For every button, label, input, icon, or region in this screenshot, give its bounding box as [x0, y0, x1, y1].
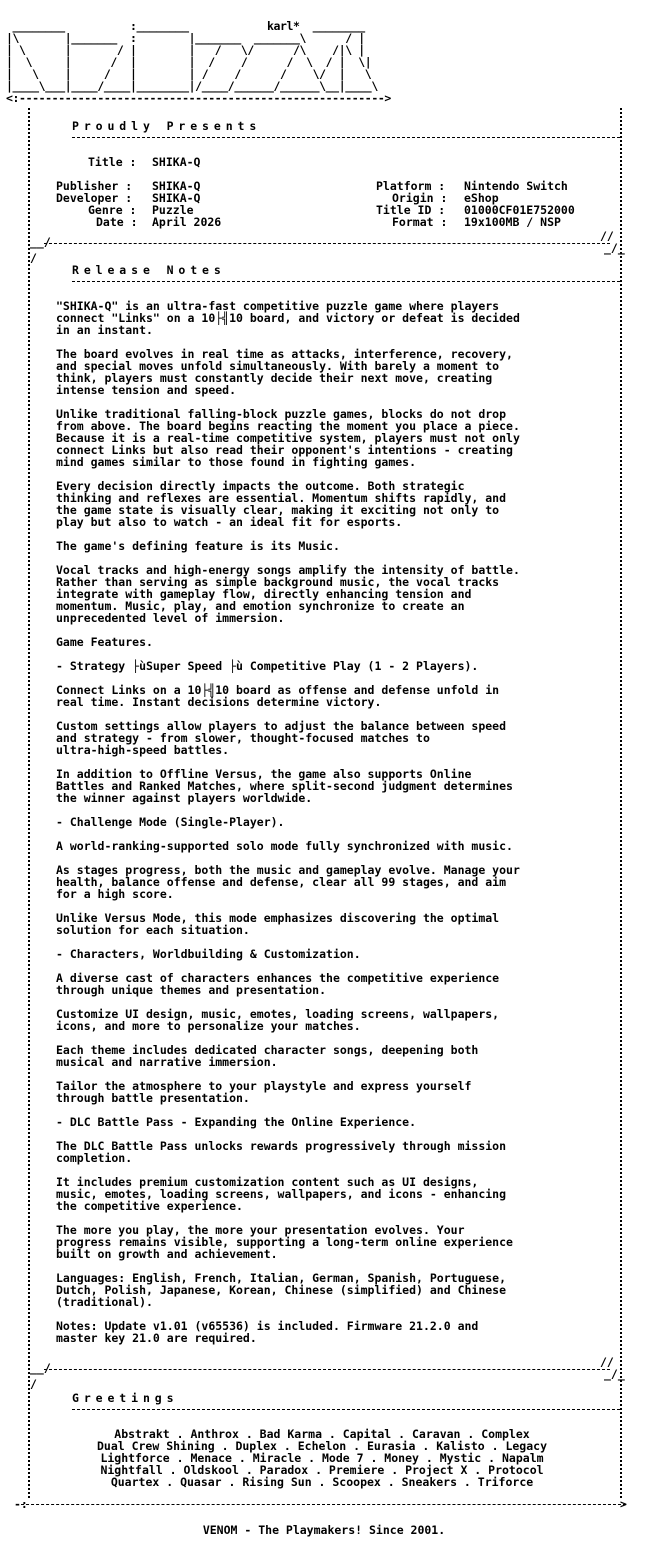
publisher-value: SHIKA-Q: [152, 179, 201, 193]
release-notes-paragraph: Unlike traditional falling-block puzzle games, blocks do not drop from above. The board begins reacting the moment you place a piece. Because it is a real-time competitive system, players must not only connect Links but also read their opponent's intentions - creating mind games similar to those found in fighting games.: [56, 407, 520, 469]
release-notes-paragraph: Custom settings allow players to adjust the balance between speed and strategy - from slower, thought-focused matches to ultra-high-speed battles.: [56, 719, 507, 757]
arrow-tail-deco: -:: [14, 1497, 28, 1511]
date-value: April 2026: [152, 215, 222, 229]
greetings-line: Dual Crew Shining . Duplex . Echelon . Eurasia . Kalisto . Legacy: [96, 1439, 548, 1453]
greetings-line: Quartex . Quasar . Rising Sun . Scoopex . Sneakers . Triforce: [110, 1475, 534, 1489]
release-notes-paragraph: - Strategy ├ùSuper Speed ├ù Competitive Play (1 - 2 Players).: [56, 659, 479, 673]
release-notes-paragraph: Notes: Update v1.01 (v65536) is included. Firmware 21.2.0 and master key 21.0 are required.: [56, 1319, 479, 1345]
group-logo-art: ________ :________ karl* ________ |\ |_______ : |_______ _______\ / | | \ | / | | / \/ /\ /|\ | | \ | / | | / / / \ / | \| | \ | / | | / / / \/ | \ |____\___|____/____|________|/____/______/______\__|____\ <:-------------------------------------------------------->: [6, 19, 391, 105]
genre-value: Puzzle: [152, 203, 194, 217]
bottom-arrow-line: [16, 1504, 626, 1505]
platform-label: Platform :: [376, 179, 446, 193]
release-notes-paragraph: Unlike Versus Mode, this mode emphasizes discovering the optimal solution for each situation.: [56, 911, 500, 937]
titleid-label: Title ID :: [376, 203, 446, 217]
release-notes-paragraph: - Characters, Worldbuilding & Customization.: [56, 947, 361, 961]
publisher-label: Publisher :: [56, 179, 133, 193]
format-label: Format :: [392, 215, 448, 229]
release-notes-heading: Release Notes: [72, 263, 226, 277]
greetings-line: Nightfall . Oldskool . Paradox . Premiere . Project X . Protocol: [100, 1463, 544, 1477]
release-notes-paragraph: Connect Links on a 10├╣10 board as offense and defense unfold in real time. Instant decisions determine victory.: [56, 683, 500, 709]
title-label: Title :: [88, 155, 137, 169]
origin-label: Origin :: [392, 191, 448, 205]
developer-value: SHIKA-Q: [152, 191, 201, 205]
greetings-underline: [72, 1409, 620, 1410]
genre-label: Genre :: [88, 203, 137, 217]
divider-slash-deco: _/_: [604, 241, 625, 255]
platform-value: Nintendo Switch: [464, 179, 568, 193]
release-notes-paragraph: - DLC Battle Pass - Expanding the Online Experience.: [56, 1115, 417, 1129]
release-notes-body: [56, 300, 596, 1356]
greetings-line: Lightforce . Menace . Miracle . Mode 7 . Money . Mystic . Napalm: [100, 1451, 544, 1465]
release-notes-paragraph: Each theme includes dedicated character songs, deepening both musical and narrative immersion.: [56, 1043, 479, 1069]
divider-slash-deco: //: [600, 229, 614, 243]
title-value: SHIKA-Q: [152, 155, 201, 169]
divider-slash-deco: __/: [30, 235, 51, 249]
format-value: 19x100MB / NSP: [464, 215, 561, 229]
presents-underline: [72, 137, 620, 138]
frame-right-border: [620, 108, 622, 1498]
divider-slash-deco: /: [30, 251, 37, 265]
footer-tagline: VENOM - The Playmakers! Since 2001.: [202, 1523, 446, 1537]
release-notes-underline: [72, 281, 620, 282]
titleid-value: 01000CF01E752000: [464, 203, 575, 217]
divider-slash-deco: /: [30, 1377, 37, 1391]
release-notes-paragraph: Customize UI design, music, emotes, loading screens, wallpapers, icons, and more to personalize your matches.: [56, 1007, 500, 1033]
release-notes-paragraph: A diverse cast of characters enhances the competitive experience through unique themes and presentation.: [56, 971, 500, 997]
release-notes-paragraph: "SHIKA-Q" is an ultra-fast competitive puzzle game where players connect "Links" on a 10├╣10 board, and victory or defeat is decided in an instant.: [56, 299, 520, 337]
greetings-list: [40, 1428, 604, 1488]
greetings-line: Abstrakt . Anthrox . Bad Karma . Capital . Caravan . Complex: [114, 1427, 530, 1441]
release-notes-paragraph: Vocal tracks and high-energy songs amplify the intensity of battle. Rather than serving as simple background music, the vocal tracks integrate with gameplay flow, directly enhancing tension and momentum. Music, play, and emotion synchronize to create an unprecedented level of immersion.: [56, 563, 520, 625]
release-notes-paragraph: In addition to Offline Versus, the game also supports Online Battles and Ranked Matches, where split-second judgment determines the winner against players worldwide.: [56, 767, 513, 805]
release-notes-paragraph: The game's defining feature is its Music.: [56, 539, 340, 553]
date-label: Date :: [96, 215, 138, 229]
presents-heading: Proudly Presents: [72, 119, 262, 133]
release-notes-paragraph: As stages progress, both the music and gameplay evolve. Manage your health, balance offense and defense, clear all 99 stages, and aim for a high score.: [56, 863, 520, 901]
section-divider: [44, 1369, 610, 1370]
release-notes-paragraph: Every decision directly impacts the outcome. Both strategic thinking and reflexes are essential. Momentum shifts rapidly, and the game state is visually clear, making it exciting not only to play but also to watch - an ideal fit for esports.: [56, 479, 507, 529]
release-notes-paragraph: The more you play, the more your presentation evolves. Your progress remains visible, supporting a long-term online experience built on growth and achievement.: [56, 1223, 513, 1261]
release-notes-paragraph: The DLC Battle Pass unlocks rewards progressively through mission completion.: [56, 1139, 507, 1165]
release-notes-paragraph: A world-ranking-supported solo mode fully synchronized with music.: [56, 839, 513, 853]
developer-label: Developer :: [56, 191, 133, 205]
release-notes-paragraph: Tailor the atmosphere to your playstyle and express yourself through battle presentation.: [56, 1079, 472, 1105]
origin-value: eShop: [464, 191, 499, 205]
release-notes-paragraph: - Challenge Mode (Single-Player).: [56, 815, 285, 829]
release-notes-paragraph: Languages: English, French, Italian, German, Spanish, Portuguese, Dutch, Polish, Japanese, Korean, Chinese (simplified) and Chinese (traditional).: [56, 1271, 507, 1309]
arrow-head-deco: >: [620, 1497, 627, 1511]
release-notes-paragraph: The board evolves in real time as attacks, interference, recovery, and special moves unfold simultaneously. With barely a moment to think, players must constantly decide their next move, creating intense tension and speed.: [56, 347, 513, 397]
greetings-heading: Greetings: [72, 1391, 179, 1405]
divider-slash-deco: __/: [30, 1361, 51, 1375]
divider-slash-deco: //: [600, 1355, 614, 1369]
frame-left-border: [28, 108, 30, 1498]
section-divider: [44, 243, 610, 244]
release-notes-paragraph: It includes premium customization content such as UI designs, music, emotes, loading screens, wallpapers, and icons - enhancing the competitive experience.: [56, 1175, 507, 1213]
divider-slash-deco: _/_: [604, 1367, 625, 1381]
release-notes-paragraph: Game Features.: [56, 635, 153, 649]
